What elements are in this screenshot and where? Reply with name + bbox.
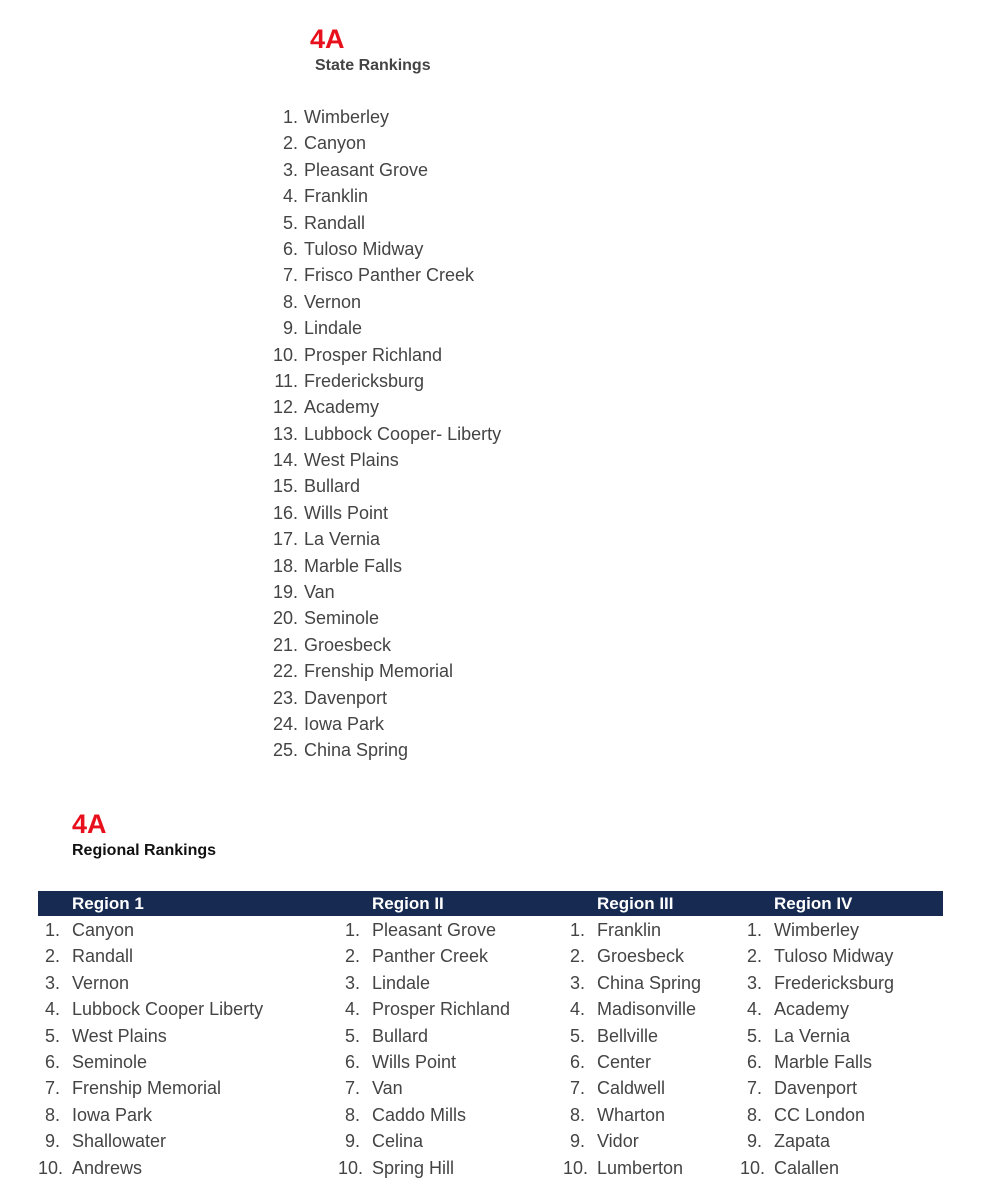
region-header-bar	[38, 891, 943, 916]
team-name: Groesbeck	[597, 946, 685, 967]
rank-number: 1.	[44, 920, 60, 940]
region-ranking-item	[740, 1049, 894, 1075]
team-name: Groesbeck	[304, 634, 392, 655]
rank-number: 4.	[344, 999, 360, 1020]
rank-number: 7.	[569, 1078, 585, 1099]
rank-number: 4.	[569, 999, 585, 1020]
team-name: Davenport	[304, 687, 388, 708]
rank-number: 7.	[44, 1078, 60, 1099]
rank-number: 1.	[282, 107, 298, 127]
team-name: Zapata	[774, 1131, 831, 1152]
state-ranking-item	[270, 289, 501, 315]
team-name: Bullard	[304, 476, 361, 497]
rank-number: 9.	[282, 318, 298, 339]
region-ranking-item	[740, 1102, 894, 1128]
team-name: Frenship Memorial	[304, 661, 454, 682]
rank-number: 14.	[272, 450, 298, 471]
region-ranking-item	[338, 1049, 510, 1075]
state-rankings-list	[270, 104, 501, 764]
region-ranking-item	[338, 1155, 510, 1181]
region-ranking-item	[38, 917, 263, 943]
rank-number: 24.	[272, 713, 298, 734]
state-ranking-item	[270, 368, 501, 394]
team-name: Calallen	[774, 1157, 840, 1178]
team-name: Prosper Richland	[372, 999, 511, 1020]
team-name: Spring Hill	[372, 1157, 455, 1178]
region-3-heading: Region III	[597, 894, 674, 913]
rank-number: 7.	[344, 1078, 360, 1099]
rank-number: 6.	[569, 1051, 585, 1072]
state-rankings-title: State Rankings	[315, 57, 431, 74]
rank-number: 4.	[746, 999, 762, 1020]
team-name: Fredericksburg	[304, 370, 425, 391]
region-ranking-item	[38, 996, 263, 1022]
state-ranking-item	[270, 473, 501, 499]
region-ranking-item	[338, 1128, 510, 1154]
rank-number: 3.	[282, 159, 298, 180]
rank-number: 8.	[44, 1104, 60, 1125]
rank-number: 25.	[272, 740, 298, 761]
team-name: Canyon	[72, 920, 135, 940]
team-name: Van	[372, 1078, 403, 1099]
rank-number: 5.	[746, 1025, 762, 1046]
team-name: Franklin	[304, 186, 369, 207]
state-ranking-item	[270, 130, 501, 156]
team-name: Fredericksburg	[774, 972, 895, 993]
team-name: Franklin	[597, 920, 662, 940]
region-ranking-item	[740, 970, 894, 996]
state-ranking-item	[270, 553, 501, 579]
team-name: Caldwell	[597, 1078, 666, 1099]
rank-number: 7.	[282, 265, 298, 286]
region-4-list	[740, 917, 894, 1181]
region-ranking-item	[740, 1128, 894, 1154]
region-1-list	[38, 917, 263, 1181]
rank-number: 4.	[282, 186, 298, 207]
state-ranking-item	[270, 658, 501, 684]
rank-number: 13.	[272, 423, 298, 444]
rank-number: 2.	[746, 946, 762, 967]
rank-number: 23.	[272, 687, 298, 708]
region-ranking-item	[338, 970, 510, 996]
rank-number: 9.	[44, 1131, 60, 1152]
region-ranking-item	[338, 917, 510, 943]
rank-number: 8.	[569, 1104, 585, 1125]
state-ranking-item	[270, 210, 501, 236]
rank-number: 10.	[38, 1157, 64, 1178]
rank-number: 6.	[282, 238, 298, 259]
region-ranking-item	[563, 1102, 701, 1128]
rank-number: 3.	[746, 972, 762, 993]
rank-number: 9.	[746, 1131, 762, 1152]
state-ranking-item	[270, 632, 501, 658]
team-name: Wimberley	[774, 920, 860, 940]
region-ranking-item	[563, 996, 701, 1022]
region-ranking-item	[338, 996, 510, 1022]
team-name: Vernon	[304, 291, 362, 312]
team-name: Lindale	[372, 972, 431, 993]
region-ranking-item	[563, 1155, 701, 1181]
state-ranking-item	[270, 183, 501, 209]
rank-number: 10.	[563, 1157, 589, 1178]
team-name: Randall	[72, 946, 134, 967]
team-name: West Plains	[72, 1025, 167, 1046]
rank-number: 16.	[272, 502, 298, 523]
region-ranking-item	[740, 996, 894, 1022]
team-name: Tuloso Midway	[774, 946, 894, 967]
rank-number: 2.	[344, 946, 360, 967]
region-ranking-item	[563, 1075, 701, 1101]
team-name: Iowa Park	[304, 713, 385, 734]
team-name: Wharton	[597, 1104, 666, 1125]
team-name: Caddo Mills	[372, 1104, 467, 1125]
region-ranking-item	[38, 1023, 263, 1049]
team-name: Lindale	[304, 318, 363, 339]
region-ranking-item	[38, 1049, 263, 1075]
rank-number: 6.	[746, 1051, 762, 1072]
region-2-heading: Region II	[372, 894, 444, 913]
team-name: Pleasant Grove	[304, 159, 429, 180]
rank-number: 19.	[272, 582, 298, 603]
state-ranking-item	[270, 526, 501, 552]
team-name: Academy	[774, 999, 850, 1020]
team-name: China Spring	[304, 740, 409, 761]
team-name: Seminole	[72, 1051, 148, 1072]
rank-number: 21.	[272, 634, 298, 655]
region-ranking-item	[563, 1128, 701, 1154]
team-name: Marble Falls	[774, 1051, 873, 1072]
rank-number: 9.	[344, 1131, 360, 1152]
rank-number: 20.	[272, 608, 298, 629]
team-name: Randall	[304, 212, 366, 233]
rank-number: 9.	[569, 1131, 585, 1152]
region-1-heading: Region 1	[72, 894, 144, 913]
rank-number: 5.	[344, 1025, 360, 1046]
state-ranking-item	[270, 605, 501, 631]
state-ranking-item	[270, 262, 501, 288]
team-name: Madisonville	[597, 999, 697, 1020]
state-ranking-item	[270, 342, 501, 368]
state-ranking-item	[270, 579, 501, 605]
rank-number: 10.	[740, 1157, 766, 1178]
rank-number: 8.	[746, 1104, 762, 1125]
state-ranking-item	[270, 315, 501, 341]
rank-number: 6.	[344, 1051, 360, 1072]
region-ranking-item	[38, 1102, 263, 1128]
state-ranking-item	[270, 104, 501, 130]
team-name: West Plains	[304, 450, 399, 471]
rank-number: 18.	[272, 555, 298, 576]
team-name: Frenship Memorial	[72, 1078, 222, 1099]
team-name: Lumberton	[597, 1157, 684, 1178]
region-ranking-item	[563, 1049, 701, 1075]
team-name: Van	[304, 582, 335, 603]
team-name: Vidor	[597, 1131, 639, 1152]
region-ranking-item	[338, 1075, 510, 1101]
team-name: Bellville	[597, 1025, 659, 1046]
state-ranking-item	[270, 685, 501, 711]
region-2-list	[338, 917, 510, 1181]
rank-number: 10.	[338, 1157, 364, 1178]
state-ranking-item	[270, 157, 501, 183]
region-ranking-item	[338, 943, 510, 969]
rank-number: 15.	[272, 476, 298, 497]
region-3-list	[563, 917, 701, 1181]
state-ranking-item	[270, 421, 501, 447]
state-ranking-item	[270, 500, 501, 526]
region-ranking-item	[740, 1075, 894, 1101]
team-name: Andrews	[72, 1157, 143, 1178]
regional-class-label: 4A	[72, 809, 107, 839]
rank-number: 17.	[272, 529, 298, 550]
team-name: China Spring	[597, 972, 702, 993]
team-name: Iowa Park	[72, 1104, 153, 1125]
team-name: Academy	[304, 397, 380, 418]
rank-number: 6.	[44, 1051, 60, 1072]
rank-number: 3.	[344, 972, 360, 993]
team-name: Wills Point	[304, 502, 389, 523]
rank-number: 1.	[746, 920, 762, 940]
state-class-label: 4A	[310, 24, 345, 54]
region-ranking-item	[563, 970, 701, 996]
team-name: La Vernia	[774, 1025, 851, 1046]
rank-number: 22.	[272, 661, 298, 682]
team-name: Center	[597, 1051, 652, 1072]
region-ranking-item	[38, 1075, 263, 1101]
rank-number: 10.	[272, 344, 298, 365]
region-ranking-item	[338, 1023, 510, 1049]
rank-number: 2.	[282, 133, 298, 154]
region-ranking-item	[38, 1128, 263, 1154]
team-name: Marble Falls	[304, 555, 403, 576]
rank-number: 3.	[44, 972, 60, 993]
team-name: Lubbock Cooper- Liberty	[304, 423, 502, 444]
rank-number: 12.	[272, 397, 298, 418]
team-name: Prosper Richland	[304, 344, 443, 365]
region-4-heading: Region IV	[774, 894, 853, 913]
team-name: Wimberley	[304, 107, 390, 127]
team-name: Vernon	[72, 972, 130, 993]
team-name: Lubbock Cooper Liberty	[72, 999, 264, 1020]
team-name: Frisco Panther Creek	[304, 265, 475, 286]
region-ranking-item	[740, 1155, 894, 1181]
rank-number: 1.	[344, 920, 360, 940]
rank-number: 5.	[282, 212, 298, 233]
state-ranking-item	[270, 236, 501, 262]
rank-number: 1.	[569, 920, 585, 940]
rank-number: 5.	[569, 1025, 585, 1046]
team-name: Celina	[372, 1131, 424, 1152]
rank-number: 3.	[569, 972, 585, 993]
rank-number: 5.	[44, 1025, 60, 1046]
rank-number: 4.	[44, 999, 60, 1020]
state-ranking-item	[270, 394, 501, 420]
team-name: Davenport	[774, 1078, 858, 1099]
region-ranking-item	[563, 917, 701, 943]
state-ranking-item	[270, 737, 501, 763]
team-name: Bullard	[372, 1025, 429, 1046]
state-ranking-item	[270, 711, 501, 737]
team-name: CC London	[774, 1104, 866, 1125]
team-name: Seminole	[304, 608, 380, 629]
region-ranking-item	[563, 1023, 701, 1049]
region-ranking-item	[38, 1155, 263, 1181]
team-name: Tuloso Midway	[304, 238, 424, 259]
region-ranking-item	[338, 1102, 510, 1128]
team-name: Shallowater	[72, 1131, 167, 1152]
region-ranking-item	[38, 943, 263, 969]
rank-number: 8.	[344, 1104, 360, 1125]
region-ranking-item	[740, 917, 894, 943]
team-name: Pleasant Grove	[372, 920, 497, 940]
state-ranking-item	[270, 447, 501, 473]
team-name: Canyon	[304, 133, 367, 154]
rank-number: 7.	[746, 1078, 762, 1099]
rank-number: 8.	[282, 291, 298, 312]
team-name: Wills Point	[372, 1051, 457, 1072]
regional-rankings-title: Regional Rankings	[72, 842, 217, 859]
team-name: La Vernia	[304, 529, 381, 550]
region-ranking-item	[740, 943, 894, 969]
region-ranking-item	[740, 1023, 894, 1049]
rank-number: 2.	[44, 946, 60, 967]
rank-number: 11.	[274, 370, 298, 391]
region-ranking-item	[38, 970, 263, 996]
rank-number: 2.	[569, 946, 585, 967]
team-name: Panther Creek	[372, 946, 489, 967]
region-ranking-item	[563, 943, 701, 969]
